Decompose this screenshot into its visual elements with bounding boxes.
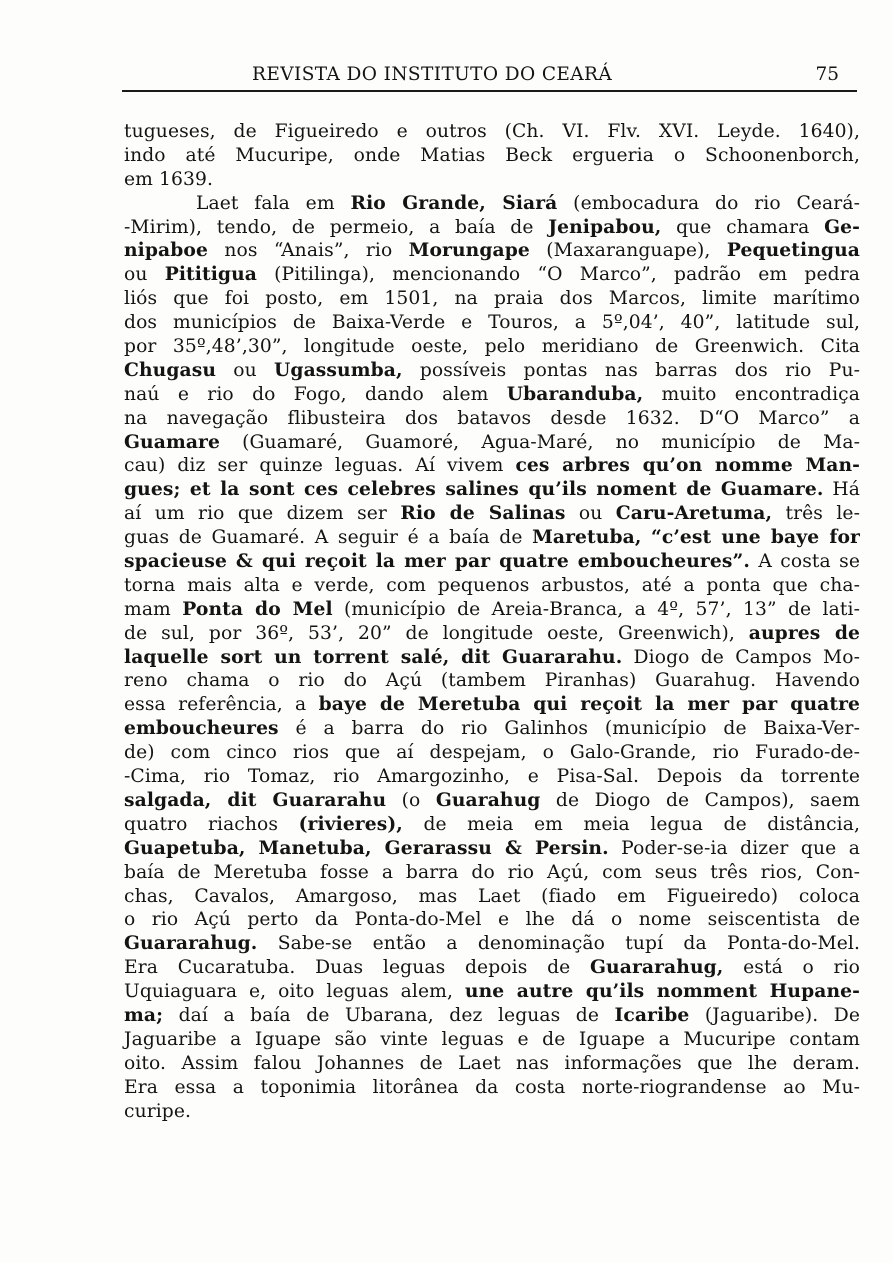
- bold-text-run: nipaboe: [124, 239, 208, 262]
- text-line: [124, 741, 860, 765]
- bold-text-run: baye de Meretuba qui reçoit la mer par quatre: [318, 693, 861, 716]
- text-run: indo até Mucuripe, onde Matias Beck ergueria o Schoonenborch,: [124, 144, 860, 166]
- bold-text-run: Pequetingua: [726, 239, 860, 262]
- text-run: [641, 527, 651, 548]
- text-run: de sul, por 36º, 53’, 20” de longitude oeste, Greenwich),: [124, 622, 749, 644]
- bold-text-run: Maretuba,: [532, 526, 642, 549]
- text-line: [124, 1052, 860, 1076]
- running-header: [122, 62, 857, 92]
- bold-text-run: Guarahug: [435, 788, 541, 811]
- text-run: (Jaguaribe). De: [689, 1004, 860, 1026]
- text-run: de) com cinco rios que aí despejam, o Galo-Grande, rio Furado-de-: [124, 742, 860, 764]
- text-line: [124, 717, 860, 741]
- text-run: três le-: [772, 503, 861, 525]
- bold-text-run: salgada, dit Guararahu: [124, 788, 387, 811]
- text-line: [124, 789, 860, 813]
- text-run: naú e rio do Fogo, dando alem: [124, 383, 507, 405]
- text-line: [124, 526, 860, 550]
- text-run: por 35º,48’,30”, longitude oeste, pelo meridiano de Greenwich. Cita: [124, 336, 860, 358]
- text-line: [124, 263, 860, 287]
- text-run: ou: [565, 503, 616, 525]
- text-line: [124, 192, 860, 216]
- text-run: de meia em meia legua de distância,: [402, 813, 861, 835]
- bold-text-run: Guamare: [124, 430, 220, 453]
- text-run: Era essa a toponimia litorânea da costa norte-riograndense ao Mu-: [124, 1076, 860, 1098]
- text-run: aí um rio que dizem ser: [124, 503, 401, 525]
- text-run: (embocadura do rio Ceará-: [557, 192, 860, 214]
- bold-text-run: aupres de: [748, 621, 860, 644]
- text-run: Laet fala em: [196, 192, 351, 214]
- text-line: [124, 502, 860, 526]
- bold-text-run: Icaribe: [614, 1003, 690, 1026]
- text-run: (Guamaré, Guamoré, Agua-Maré, no município de Ma-: [219, 431, 860, 453]
- bold-text-run: Caru-Aretuma,: [615, 502, 773, 525]
- text-run: muito encontradiça: [643, 383, 860, 405]
- text-run: torna mais alta e verde, com pequenos arbustos, até a ponta que cha-: [124, 574, 860, 596]
- text-line: [124, 1028, 860, 1052]
- bold-text-run: Rio Grande, Siará: [350, 191, 558, 214]
- text-line: [124, 407, 860, 431]
- bold-text-run: Ugassumba,: [274, 358, 403, 381]
- bold-text-run: “c’est une baye for: [651, 526, 860, 549]
- text-run: -Cima, rio Tomaz, rio Amargozinho, e Pisa-Sal. Depois da torrente: [124, 766, 860, 788]
- text-line: [124, 454, 860, 478]
- bold-text-run: (rivieres),: [298, 812, 403, 835]
- text-run: (Pitilinga), mencionando “O Marco”, padrão em pedra: [256, 264, 860, 286]
- text-line: [124, 622, 860, 646]
- text-run: oito. Assim falou Johannes de Laet nas informações que lhe deram.: [124, 1052, 860, 1074]
- text-line: [124, 168, 860, 192]
- bold-text-run: Morungape: [408, 239, 530, 262]
- bold-text-run: ma;: [124, 1003, 164, 1026]
- text-run: o rio Açú perto da Ponta-do-Mel e lhe dá o nome seiscentista de: [124, 909, 860, 931]
- text-line: [124, 478, 860, 502]
- text-line: [124, 1100, 860, 1124]
- bold-text-run: Pititigua: [164, 263, 257, 286]
- text-run: está o rio: [723, 957, 860, 979]
- text-run: quatro riachos: [124, 813, 299, 835]
- text-run: possíveis pontas nas barras dos rio Pu-: [402, 359, 860, 381]
- text-line: [124, 646, 860, 670]
- text-line: [124, 861, 860, 885]
- bold-text-run: laquelle sort un torrent salé, dit Guararahu.: [124, 645, 623, 668]
- text-run: liós que foi posto, em 1501, na praia dos Marcos, limite marítimo: [124, 288, 860, 310]
- bold-text-run: emboucheures: [124, 717, 279, 740]
- bold-text-run: une autre qu’ils nomment Hupane-: [464, 980, 860, 1003]
- body-text: [124, 120, 860, 1123]
- text-run: Há: [823, 479, 860, 501]
- text-run: Sabe-se então a denominação tupí da Ponta-do-Mel.: [257, 933, 860, 955]
- text-line: [124, 216, 860, 240]
- text-run: baía de Meretuba fosse a barra do rio Açú, com seus três rios, Con-: [124, 861, 860, 883]
- text-line: [124, 1076, 860, 1100]
- bold-text-run: Ge-: [824, 215, 860, 238]
- bold-text-run: Guapetuba, Manetuba, Gerarassu & Persin.: [124, 836, 609, 859]
- text-line: [124, 335, 860, 359]
- text-run: mam: [124, 598, 183, 620]
- text-run: nos “Anais”, rio: [207, 240, 409, 262]
- text-run: (Maxaranguape),: [529, 240, 727, 262]
- text-line: [124, 693, 860, 717]
- text-run: Diogo de Campos Mo-: [622, 646, 861, 668]
- text-run: dos municípios de Baixa-Verde e Touros, a 5º,04’, 40”, latitude sul,: [124, 312, 860, 334]
- text-run: chas, Cavalos, Amargoso, mas Laet (fiado em Figueiredo) coloca: [124, 885, 860, 907]
- text-line: [124, 359, 860, 383]
- bold-text-run: spacieuse & qui reçoit la mer par quatre emboucheures”.: [124, 550, 750, 573]
- text-run: tugueses, de Figueiredo e outros (Ch. VI. Flv. XVI. Leyde. 1640),: [124, 121, 860, 142]
- text-line: [124, 287, 860, 311]
- text-run: essa referência, a: [124, 694, 319, 716]
- text-line: [124, 956, 860, 980]
- text-run: na navegação flibusteira dos batavos desde 1632. D“O Marco” a: [124, 407, 860, 429]
- text-run: ou: [216, 359, 275, 381]
- text-line: [124, 311, 860, 335]
- text-run: Jaguaribe a Iguape são vinte leguas e de Iguape a Mucuripe contam: [124, 1028, 860, 1050]
- text-run: em 1639.: [124, 168, 214, 190]
- text-run: A costa se: [749, 551, 861, 573]
- text-run: de Diogo de Campos), saem: [540, 789, 860, 811]
- text-line: [124, 885, 860, 909]
- page-number: 75: [815, 64, 839, 85]
- bold-text-run: Guararahug.: [124, 932, 258, 955]
- text-line: [124, 431, 860, 455]
- text-run: (município de Areia-Branca, a 4º, 57’, 13” de lati-: [332, 598, 860, 620]
- text-run: que chamara: [661, 216, 825, 238]
- text-run: Uquiaguara e, oito leguas alem,: [124, 981, 465, 1003]
- text-run: Poder-se-ia dizer que a: [608, 837, 860, 859]
- text-line: [124, 120, 860, 144]
- text-line: [124, 598, 860, 622]
- bold-text-run: Ponta do Mel: [182, 597, 333, 620]
- text-run: cau) diz ser quinze leguas. Aí vivem: [124, 455, 516, 477]
- text-run: reno chama o rio do Açú (tambem Piranhas) Guarahug. Havendo: [124, 670, 860, 692]
- text-run: -Mirim), tendo, de permeio, a baía de: [124, 216, 549, 238]
- text-line: [124, 239, 860, 263]
- running-title: REVISTA DO INSTITUTO DO CEARÁ: [252, 64, 613, 85]
- text-line: [124, 669, 860, 693]
- text-line: [124, 574, 860, 598]
- text-run: é a barra do rio Galinhos (município de Baixa-Ver-: [278, 718, 860, 740]
- bold-text-run: gues; et la sont ces celebres salines qu’ils noment de Guamare.: [124, 478, 824, 501]
- bold-text-run: ces arbres qu’on nomme Man-: [515, 454, 860, 477]
- text-run: curipe.: [124, 1100, 192, 1122]
- bold-text-run: Guararahug,: [590, 956, 724, 979]
- text-line: [124, 765, 860, 789]
- text-run: daí a baía de Ubarana, dez leguas de: [163, 1004, 615, 1026]
- bold-text-run: Chugasu: [124, 358, 217, 381]
- bold-text-run: Rio de Salinas: [400, 502, 566, 525]
- text-run: (o: [386, 789, 436, 811]
- text-line: [124, 980, 860, 1004]
- text-line: [124, 837, 860, 861]
- text-line: [124, 550, 860, 574]
- text-run: ou: [124, 264, 165, 286]
- text-line: [124, 383, 860, 407]
- text-run: Era Cucaratuba. Duas leguas depois de: [124, 957, 590, 979]
- text-line: [124, 144, 860, 168]
- text-line: [124, 813, 860, 837]
- bold-text-run: Jenipabou,: [548, 215, 662, 238]
- text-run: guas de Guamaré. A seguir é a baía de: [124, 527, 533, 549]
- text-line: [124, 908, 860, 932]
- text-line: [124, 932, 860, 956]
- text-line: [124, 1004, 860, 1028]
- bold-text-run: Ubaranduba,: [506, 382, 644, 405]
